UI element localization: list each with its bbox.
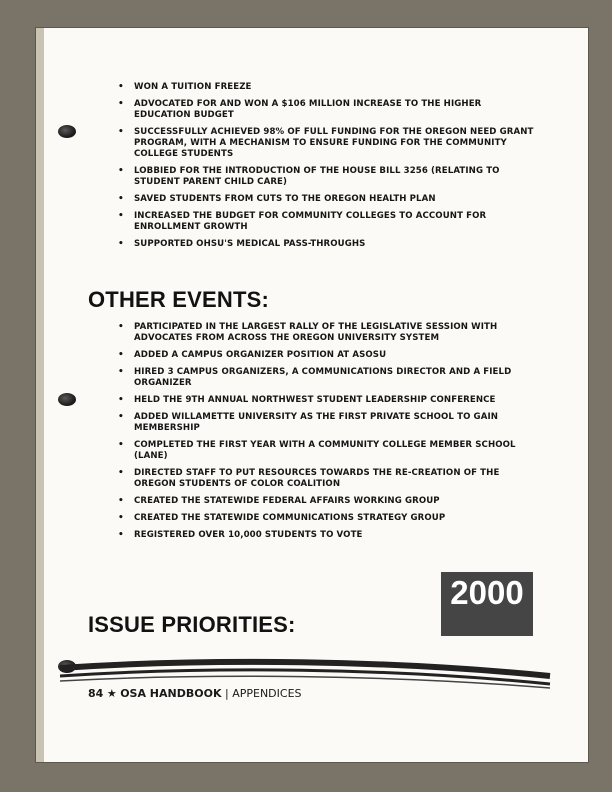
accomplishments-list (116, 82, 536, 256)
list-item: • ADVOCATED FOR AND WON A $106 MILLION INCREASE TO THE HIGHER EDUCATION BUDGET (116, 99, 536, 121)
page-footer (88, 687, 302, 700)
list-item: • REGISTERED OVER 10,000 STUDENTS TO VOTE (116, 530, 536, 541)
list-item: • PARTICIPATED IN THE LARGEST RALLY OF THE LEGISLATIVE SESSION WITH ADVOCATES FROM ACROSS THE OREGON UNIVERSITY SYSTEM (116, 322, 536, 344)
list-item: • LOBBIED FOR THE INTRODUCTION OF THE HOUSE BILL 3256 (RELATING TO STUDENT PARENT CHILD CARE) (116, 166, 536, 188)
list-item: • HELD THE 9TH ANNUAL NORTHWEST STUDENT LEADERSHIP CONFERENCE (116, 395, 536, 406)
list-item: • ADDED WILLAMETTE UNIVERSITY AS THE FIRST PRIVATE SCHOOL TO GAIN MEMBERSHIP (116, 412, 536, 434)
list-item: • CREATED THE STATEWIDE COMMUNICATIONS STRATEGY GROUP (116, 513, 536, 524)
list-item: • COMPLETED THE FIRST YEAR WITH A COMMUNITY COLLEGE MEMBER SCHOOL (LANE) (116, 440, 536, 462)
handbook-title: OSA HANDBOOK (120, 687, 222, 700)
issue-priorities-heading: ISSUE PRIORITIES: (88, 612, 296, 637)
bleed-through (90, 140, 96, 163)
list-item: • SUPPORTED OHSU'S MEDICAL PASS-THROUGHS (116, 239, 536, 250)
page-number: 84 (88, 687, 104, 700)
list-item: • WON A TUITION FREEZE (116, 82, 536, 93)
page-edge (36, 28, 44, 762)
list-item: • INCREASED THE BUDGET FOR COMMUNITY COLLEGES TO ACCOUNT FOR ENROLLMENT GROWTH (116, 211, 536, 233)
list-item: • HIRED 3 CAMPUS ORGANIZERS, A COMMUNICATIONS DIRECTOR AND A FIELD ORGANIZER (116, 367, 536, 389)
punch-hole-icon (58, 125, 76, 138)
punch-hole-icon (58, 393, 76, 406)
list-item: • ADDED A CAMPUS ORGANIZER POSITION AT ASOSU (116, 350, 536, 361)
other-events-heading: OTHER EVENTS: (88, 287, 270, 312)
footer-divider: | (224, 687, 229, 700)
section-name: APPENDICES (232, 687, 302, 700)
list-item: • SUCCESSFULLY ACHIEVED 98% OF FULL FUNDING FOR THE OREGON NEED GRANT PROGRAM, WITH A MECHANISM TO ENSURE FUNDING FOR THE COMMUNITY COLLEGE STUDENTS (116, 127, 536, 160)
list-item: • DIRECTED STAFF TO PUT RESOURCES TOWARDS THE RE-CREATION OF THE OREGON STUDENTS OF COLOR COALITION (116, 468, 536, 490)
year-badge: 2000 (441, 572, 533, 636)
list-item: • SAVED STUDENTS FROM CUTS TO THE OREGON HEALTH PLAN (116, 194, 536, 205)
star-icon: ★ (106, 687, 117, 700)
other-events-list (116, 322, 536, 547)
list-item: • CREATED THE STATEWIDE FEDERAL AFFAIRS WORKING GROUP (116, 496, 536, 507)
swoosh-graphic (60, 650, 560, 690)
